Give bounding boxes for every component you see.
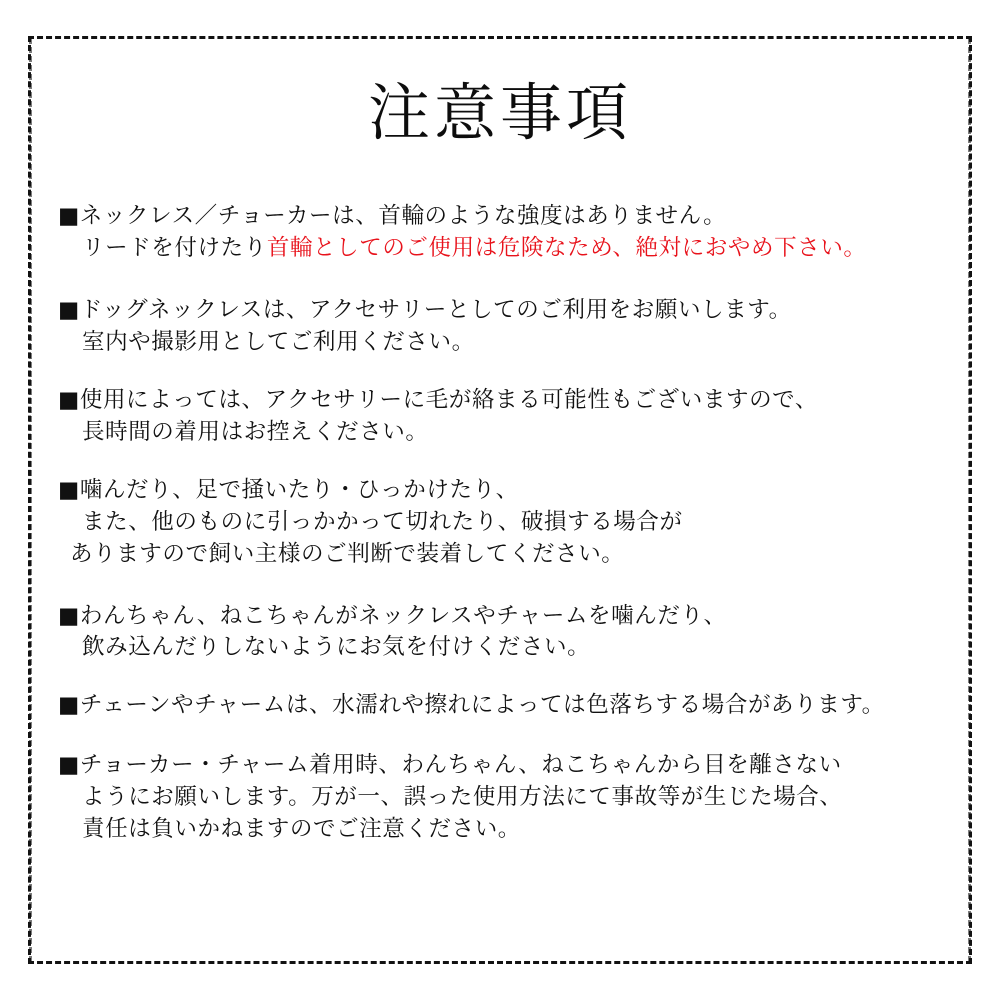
notice-line xyxy=(58,750,942,782)
notice-line xyxy=(58,814,942,846)
notice-item xyxy=(58,475,942,571)
notice-line xyxy=(58,201,942,233)
notice-item xyxy=(58,690,942,722)
notice-line xyxy=(58,690,942,722)
notice-text: ようにお願いします。万が一、誤った使用方法にて事故等が生じた場合、 xyxy=(82,784,843,811)
notice-content xyxy=(58,62,942,938)
notice-item xyxy=(58,201,942,265)
notice-text: 長時間の着用はお控えください。 xyxy=(82,418,429,445)
notice-item xyxy=(58,601,942,665)
notice-item xyxy=(58,750,942,846)
notice-line xyxy=(58,632,942,664)
notice-list xyxy=(58,201,942,846)
notice-text: ■チョーカー・チャーム着用時、わんちゃん、ねこちゃんから目を離さない xyxy=(58,752,842,779)
notice-line xyxy=(58,295,942,327)
notice-line xyxy=(58,507,942,539)
notice-line xyxy=(58,601,942,633)
notice-text: 室内や撮影用としてご利用ください。 xyxy=(82,328,475,355)
notice-line xyxy=(58,539,942,571)
notice-item xyxy=(58,295,942,359)
notice-text: リードを付けたり xyxy=(82,235,267,262)
notice-text: ■ネックレス／チョーカーは、首輪のような強度はありません。 xyxy=(58,203,727,230)
notice-text: ありますので飼い主様のご判断で装着してください。 xyxy=(70,540,625,567)
notice-text: 飲み込んだりしないようにお気を付けください。 xyxy=(82,634,591,661)
notice-text: また、他のものに引っかかって切れたり、破損する場合が xyxy=(82,508,683,535)
notice-text: ■噛んだり、足で掻いたり・ひっかけたり、 xyxy=(58,476,519,503)
notice-line xyxy=(58,475,942,507)
notice-item xyxy=(58,385,942,449)
page-title: 注意事項 xyxy=(367,76,632,149)
notice-text: ■使用によっては、アクセサリーに毛が絡まる可能性もございますので、 xyxy=(58,386,818,413)
warning-text: 首輪としてのご使用は危険なため、絶対におやめ下さい。 xyxy=(266,235,867,262)
notice-text: 責任は負いかねますのでご注意ください。 xyxy=(82,816,521,843)
notice-line xyxy=(58,782,942,814)
notice-line xyxy=(58,417,942,449)
notice-line xyxy=(58,233,942,265)
notice-line xyxy=(58,385,942,417)
notice-line xyxy=(58,327,942,359)
notice-text: ■ドッグネックレスは、アクセサリーとしてのご利用をお願いします。 xyxy=(58,296,792,323)
notice-text: ■わんちゃん、ねこちゃんがネックレスやチャームを噛んだり、 xyxy=(58,602,727,629)
notice-text: ■チェーンやチャームは、水濡れや擦れによっては色落ちする場合があります。 xyxy=(58,692,885,719)
